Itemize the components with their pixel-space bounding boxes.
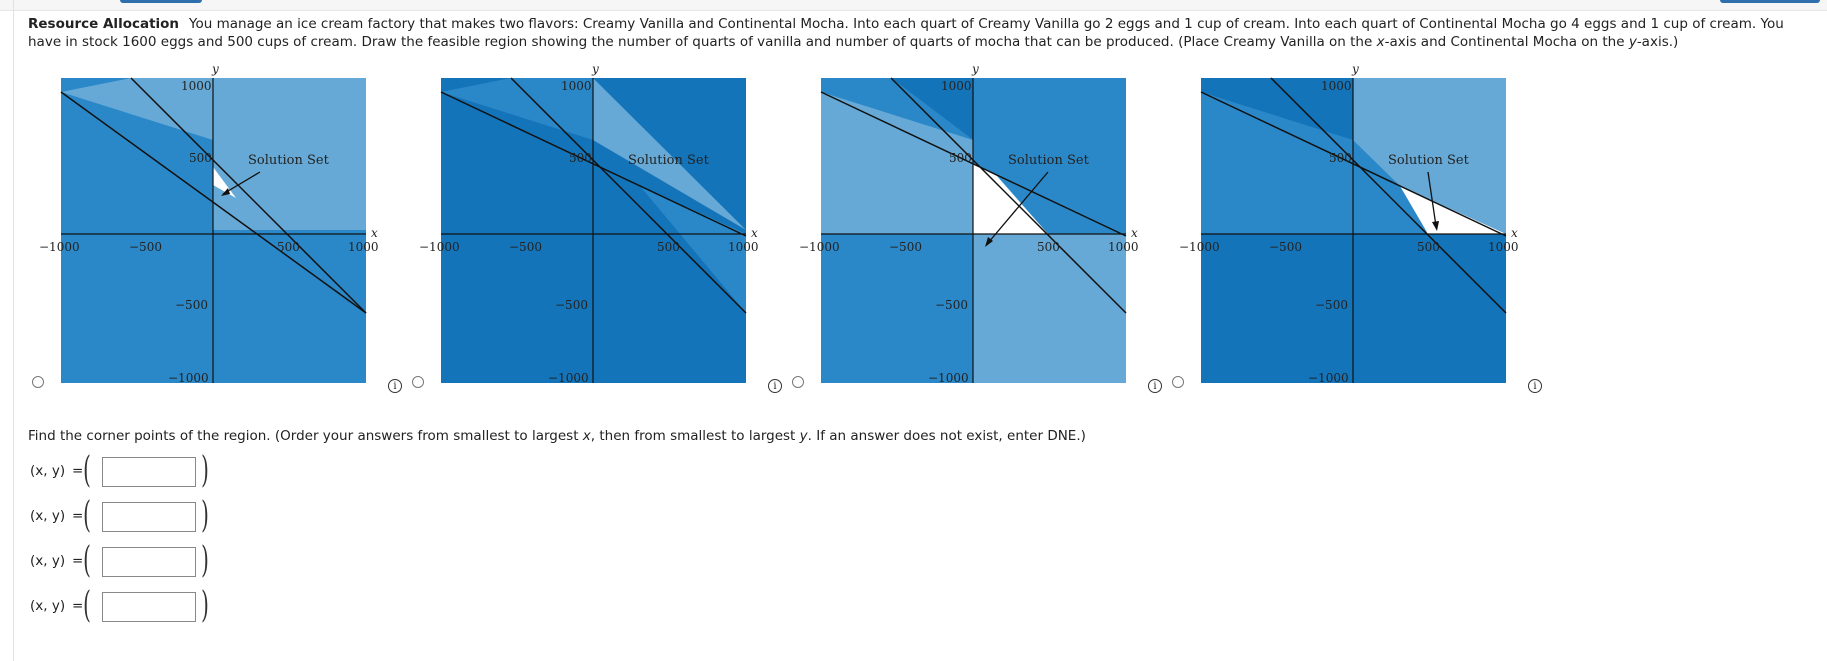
problem-y-var: y [1628, 34, 1637, 50]
y-axis-label: y [1352, 62, 1359, 76]
y-tick-1000: 1000 [561, 79, 592, 93]
option-3-plot [795, 60, 1145, 400]
x-tick-500: 500 [277, 240, 300, 254]
problem-text-2: -axis and Continental Mocha on the [1384, 34, 1629, 50]
problem-statement [28, 15, 1818, 51]
option-4-graph [1175, 60, 1525, 400]
answer-equals-1: = [72, 463, 84, 479]
close-paren: ) [201, 495, 209, 536]
x-tick-1000: 1000 [1488, 240, 1519, 254]
answer-equals-3: = [72, 553, 84, 569]
option-1-plot [35, 60, 385, 400]
answer-equals-4: = [72, 598, 84, 614]
problem-text-3: -axis.) [1636, 34, 1679, 50]
answer-input-4[interactable] [102, 592, 196, 622]
y-axis-label: y [592, 62, 599, 76]
x-axis-label: x [371, 226, 378, 240]
x-tick--1000: −1000 [39, 240, 80, 254]
y-axis-label: y [212, 62, 219, 76]
y-tick-1000: 1000 [1321, 79, 1352, 93]
problem-title: Resource Allocation [28, 16, 180, 32]
info-icon-3[interactable]: i [1148, 379, 1162, 393]
answer-input-1[interactable] [102, 457, 196, 487]
answer-input-3[interactable] [102, 547, 196, 577]
y-tick-1000: 1000 [941, 79, 972, 93]
question-x-var: x [582, 428, 591, 444]
x-tick--1000: −1000 [1179, 240, 1220, 254]
x-axis-label: x [1511, 226, 1518, 240]
solution-set-label: Solution Set [248, 153, 329, 168]
x-tick--1000: −1000 [419, 240, 460, 254]
x-tick--500: −500 [129, 240, 162, 254]
x-axis-label: x [1131, 226, 1138, 240]
solution-set-label: Solution Set [628, 153, 709, 168]
open-paren: ( [83, 540, 91, 581]
option-1-graph [35, 60, 385, 400]
question-y-var: y [799, 428, 808, 444]
question-suffix: . If an answer does not exist, enter DNE.) [807, 428, 1086, 444]
problem-x-var: x [1376, 34, 1385, 50]
y-tick--1000: −1000 [928, 371, 969, 385]
x-axis-label: x [751, 226, 758, 240]
x-tick--500: −500 [889, 240, 922, 254]
question-prefix: Find the corner points of the region. (Order your answers from smallest to largest [28, 428, 583, 444]
question-text [28, 428, 1086, 444]
close-paren: ) [201, 585, 209, 626]
y-tick--500: −500 [935, 298, 968, 312]
close-paren: ) [201, 450, 209, 491]
solution-set-label: Solution Set [1008, 153, 1089, 168]
y-tick-1000: 1000 [181, 79, 212, 93]
solution-set-label: Solution Set [1388, 153, 1469, 168]
answer-label-4: (x, y) [30, 598, 66, 614]
y-tick--500: −500 [175, 298, 208, 312]
y-tick--1000: −1000 [548, 371, 589, 385]
y-tick-500: 500 [189, 151, 212, 165]
answer-label-2: (x, y) [30, 508, 66, 524]
answer-equals-2: = [72, 508, 84, 524]
toolbar-button-left[interactable] [120, 0, 202, 3]
x-tick-500: 500 [1037, 240, 1060, 254]
y-axis-label: y [972, 62, 979, 76]
top-toolbar [0, 0, 1827, 11]
info-icon-1[interactable]: i [388, 379, 402, 393]
y-tick--500: −500 [1315, 298, 1348, 312]
info-icon-2[interactable]: i [768, 379, 782, 393]
answer-input-2[interactable] [102, 502, 196, 532]
open-paren: ( [83, 450, 91, 491]
close-paren: ) [201, 540, 209, 581]
y-tick-500: 500 [1329, 151, 1352, 165]
x-tick-500: 500 [1417, 240, 1440, 254]
option-2-plot [415, 60, 765, 400]
y-tick-500: 500 [949, 151, 972, 165]
info-icon-4[interactable]: i [1528, 379, 1542, 393]
y-tick--1000: −1000 [168, 371, 209, 385]
x-tick--500: −500 [509, 240, 542, 254]
x-tick-1000: 1000 [728, 240, 759, 254]
toolbar-button-right[interactable] [1720, 0, 1820, 3]
question-middle: , then from smallest to largest [590, 428, 800, 444]
problem-text-1: You manage an ice cream factory that makes two flavors: Creamy Vanilla and Continental Mocha. Into each quart of Creamy Vanilla go 2 eggs and 1 cup of cream. Into each quart of Continental Mocha go 4 eggs and 1 cup of cream. You have in stock 1600 eggs and 500 cups of cream. Draw the feasible region showing the number of quarts of vanilla and number of quarts of mocha that can be produced. (Place Creamy Vanilla on the [28, 16, 1784, 50]
option-4-plot [1175, 60, 1525, 400]
open-paren: ( [83, 585, 91, 626]
x-tick-1000: 1000 [348, 240, 379, 254]
y-tick--500: −500 [555, 298, 588, 312]
option-2-graph [415, 60, 765, 400]
x-tick-500: 500 [657, 240, 680, 254]
answer-label-3: (x, y) [30, 553, 66, 569]
left-border [13, 0, 14, 661]
x-tick-1000: 1000 [1108, 240, 1139, 254]
open-paren: ( [83, 495, 91, 536]
option-3-graph [795, 60, 1145, 400]
answer-label-1: (x, y) [30, 463, 66, 479]
shaded-region-light-2 [973, 234, 1126, 383]
x-tick--500: −500 [1269, 240, 1302, 254]
y-tick--1000: −1000 [1308, 371, 1349, 385]
x-tick--1000: −1000 [799, 240, 840, 254]
y-tick-500: 500 [569, 151, 592, 165]
